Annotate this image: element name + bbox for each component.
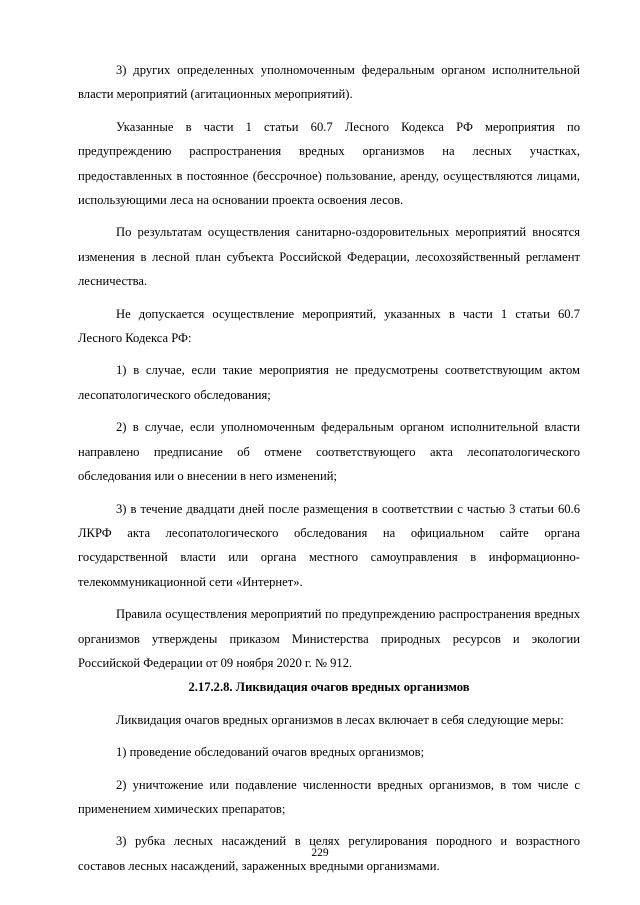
paragraph-7: 3) в течение двадцати дней после размещения в соответствии с частью 3 статьи 60.6 ЛКРФ акта лесопатологического обследования на официальном сайте органа государственной власти или органа местного самоуправления в информационно-телекоммуникационной сети «Интернет». bbox=[78, 501, 580, 589]
paragraph-9: Ликвидация очагов вредных организмов в лесах включает в себя следующие меры: bbox=[116, 712, 564, 727]
paragraph-5: 1) в случае, если такие мероприятия не предусмотрены соответствующим актом лесопатологического обследования; bbox=[78, 363, 580, 402]
paragraph-6: 2) в случае, если уполномоченным федеральным органом исполнительной власти направлено предписание об отмене соответствующего акта лесопатологического обследования или о внесении в него изменений; bbox=[78, 420, 580, 484]
paragraph-3: По результатам осуществления санитарно-оздоровительных мероприятий вносятся изменения в лесной план субъекта Российской Федерации, лесохозяйственный регламент лесничества. bbox=[78, 225, 580, 289]
section-heading: 2.17.2.8. Ликвидация очагов вредных организмов bbox=[188, 680, 470, 695]
page-content bbox=[78, 58, 580, 878]
paragraph-2: Указанные в части 1 статьи 60.7 Лесного Кодекса РФ мероприятия по предупреждению распространения вредных организмов на лесных участках, предоставленных в постоянное (бессрочное) пользование, аренду, осуществляются лицами, использующими леса на основании проекта освоения лесов. bbox=[78, 119, 580, 208]
paragraph-4: Не допускается осуществление мероприятий, указанных в части 1 статьи 60.7 Лесного Кодекса РФ: bbox=[78, 306, 580, 346]
paragraph-11: 2) уничтожение или подавление численности вредных организмов, в том числе с применением химических препаратов; bbox=[78, 777, 580, 816]
paragraph-1: 3) других определенных уполномоченным федеральным органом исполнительной власти мероприятий (агитационных мероприятий). bbox=[78, 63, 580, 102]
paragraph-12: 3) рубка лесных насаждений в целях регулирования породного и возрастного составов лесных насаждений, зараженных вредными организмами. bbox=[78, 834, 580, 873]
paragraph-10: 1) проведение обследований очагов вредных организмов; bbox=[116, 745, 425, 760]
paragraph-8: Правила осуществления мероприятий по предупреждению распространения вредных организмов утверждены приказом Министерства природных ресурсов и экологии Российской Федерации от 09 ноября 2020 г. № 912. bbox=[78, 607, 580, 670]
page-number: 229 bbox=[311, 847, 329, 859]
